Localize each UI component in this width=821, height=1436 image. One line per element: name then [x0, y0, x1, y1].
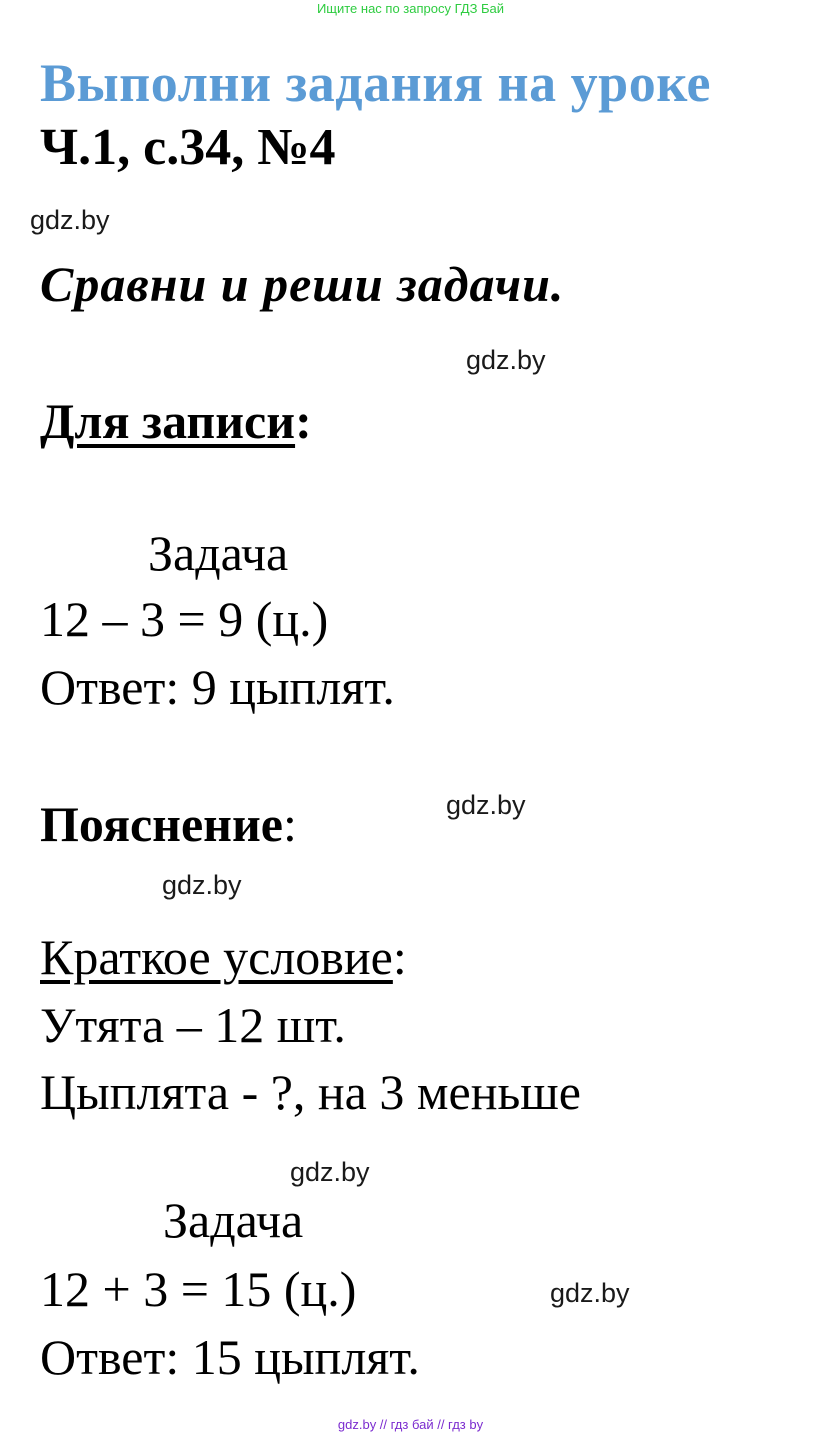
- explanation-equation: 12 + 3 = 15 (ц.): [40, 1261, 357, 1317]
- record-answer: Ответ: 9 цыплят.: [40, 659, 395, 715]
- record-equation: 12 – 3 = 9 (ц.): [40, 591, 329, 647]
- explanation-heading-colon: :: [283, 796, 297, 852]
- explanation-task-label: Задача: [163, 1192, 304, 1248]
- explanation-heading: [40, 795, 297, 853]
- watermark: gdz.by: [162, 870, 242, 900]
- record-heading: [40, 392, 312, 450]
- record-heading-text: Для записи: [40, 393, 296, 449]
- footer-links: gdz.by // гдз бай // гдз by: [337, 1417, 484, 1432]
- explanation-heading-text: Пояснение: [40, 796, 283, 852]
- watermark: gdz.by: [446, 790, 526, 820]
- condition-heading: [40, 928, 407, 986]
- watermark: gdz.by: [30, 205, 110, 235]
- condition-heading-colon: :: [392, 929, 407, 985]
- condition-heading-text: Краткое условие: [40, 929, 393, 985]
- record-task-label: Задача: [148, 525, 289, 581]
- task-instruction: Сравни и реши задачи.: [40, 256, 565, 312]
- record-heading-colon: :: [295, 393, 312, 449]
- watermark: gdz.by: [290, 1157, 370, 1187]
- task-reference: Ч.1, с.34, №4: [40, 119, 336, 176]
- condition-line-ducklings: Утята – 12 шт.: [40, 997, 346, 1053]
- top-banner: Ищите нас по запросу ГДЗ Бай: [316, 1, 505, 16]
- watermark: gdz.by: [550, 1278, 630, 1308]
- watermark: gdz.by: [466, 345, 546, 375]
- page-title: Выполни задания на уроке: [40, 53, 711, 113]
- condition-line-chicks: Цыплята - ?, на 3 меньше: [40, 1064, 581, 1120]
- explanation-answer: Ответ: 15 цыплят.: [40, 1329, 420, 1385]
